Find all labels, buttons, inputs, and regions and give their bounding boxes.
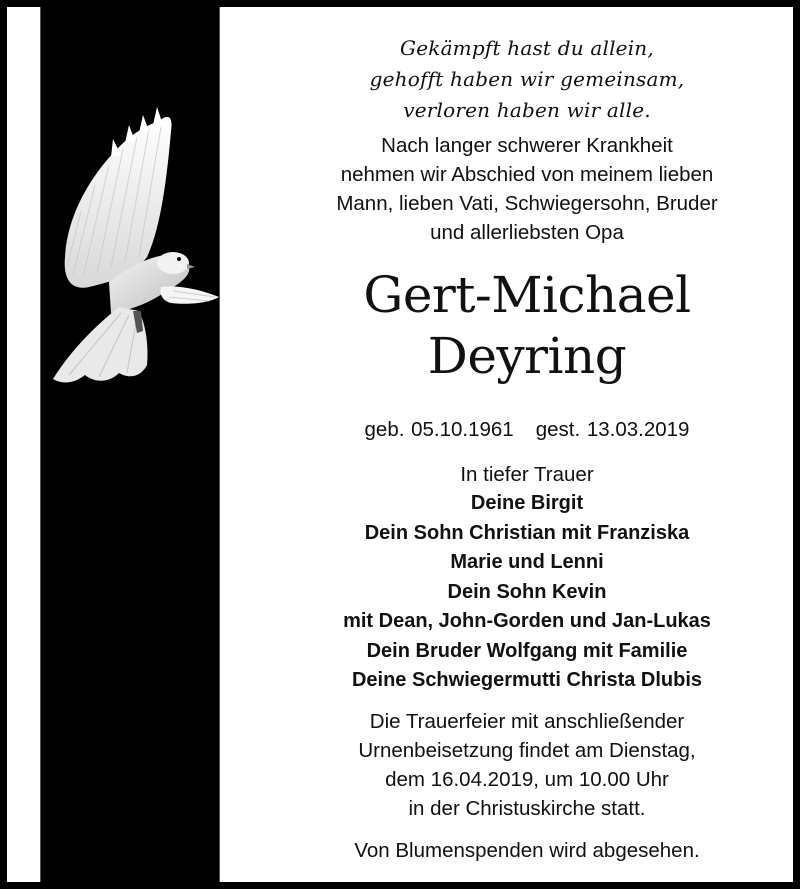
intro-line: nehmen wir Abschied von meinem lieben — [340, 163, 714, 186]
obituary-content — [219, 7, 793, 882]
mourner-entry: Dein Bruder Wolfgang mit Familie — [366, 639, 688, 662]
ceremony-line: Urnenbeisetzung findet am Dienstag, — [358, 739, 696, 762]
flowers-note: Von Blumenspenden wird abgesehen. — [354, 839, 700, 862]
ceremony-info — [260, 707, 794, 823]
intro-line: Nach langer schwerer Krankheit — [381, 134, 673, 157]
mourners-intro: In tiefer Trauer — [460, 463, 594, 486]
birth-date: geb. 05.10.1961 — [364, 418, 514, 441]
ceremony-line: Die Trauerfeier mit anschließender — [369, 710, 685, 733]
motto-line: verloren haben wir alle. — [403, 98, 651, 122]
life-dates — [260, 415, 794, 445]
mourner-entry: mit Dean, John-Gorden und Jan-Lukas — [343, 610, 711, 632]
left-white-strip — [7, 7, 41, 882]
mourner-entry: Dein Sohn Kevin — [447, 580, 607, 603]
deceased-name — [260, 265, 794, 387]
deceased-last-name: Deyring — [427, 327, 627, 385]
mourner-entry: Marie und Lenni — [450, 551, 604, 573]
ceremony-line: dem 16.04.2019, um 10.00 Uhr — [385, 768, 669, 791]
motto-verse — [260, 33, 794, 126]
intro-line: Mann, lieben Vati, Schwiegersohn, Bruder — [336, 192, 718, 215]
death-date: gest. 13.03.2019 — [535, 418, 690, 441]
dove-panel — [41, 7, 219, 882]
intro-line: und allerliebsten Opa — [430, 221, 624, 244]
mourners-list — [260, 489, 794, 696]
motto-line: gehofft haben wir gemeinsam, — [369, 67, 685, 91]
white-dove-icon — [49, 107, 219, 392]
mourner-entry: Dein Sohn Christian mit Franziska — [364, 521, 690, 544]
deceased-first-name: Gert-Michael — [363, 266, 691, 324]
motto-line: Gekämpft hast du allein, — [400, 36, 654, 60]
ceremony-line: in der Christuskirche statt. — [408, 797, 646, 820]
mourner-entry: Deine Schwiegermutti Christa Dlubis — [351, 669, 703, 691]
intro-text — [260, 131, 794, 247]
mourner-entry: Deine Birgit — [470, 492, 584, 514]
